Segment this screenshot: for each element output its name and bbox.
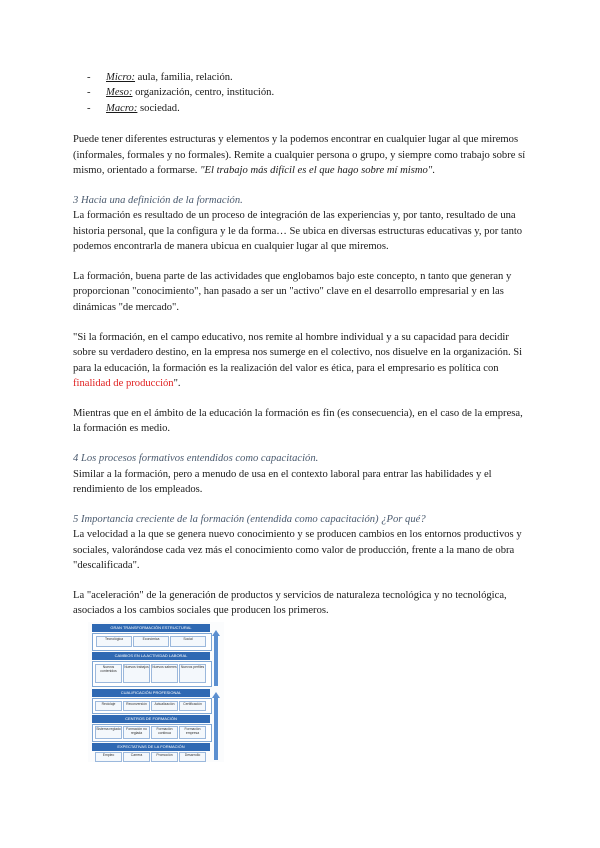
section-3-paragraph-4: Mientras que en el ámbito de la educación la formación es fin (es consecuencia), en el caso de la empresa, la formación es medio. <box>73 407 523 435</box>
list-item: - Macro: sociedad. <box>87 102 180 114</box>
list-item: - Micro: aula, familia, relación. <box>87 72 233 83</box>
diagram-bar: CUALIFICACIÓN PROFESIONAL <box>92 689 210 697</box>
diagram-box: Sistema reglado <box>95 726 122 739</box>
diagram-box: Empleo <box>95 752 122 762</box>
diagram-bar: EXPECTATIVAS DE LA FORMACIÓN <box>92 743 210 751</box>
diagram-box: Nuevos trabajos <box>123 664 150 683</box>
diagram-box: Promoción <box>151 752 178 762</box>
diagram-box: Formación empresa <box>179 726 206 739</box>
diagram-box: Económica <box>133 636 169 647</box>
intro-paragraph: Puede tener diferentes estructuras y elementos y la podemos encontrar en cualquier lugar al que miremos (informales, formales y no formales). Remite a cualquier persona o grupo, y siempre como trabajo sobre sí mismo, orientado a formarse. "El trabajo más difícil es el que hago sobre mí mismo". <box>73 134 526 177</box>
diagram-box: Formación no reglada <box>123 726 150 739</box>
diagram-bar: GRAN TRANSFORMACIÓN ESTRUCTURAL <box>92 624 210 632</box>
document-body <box>73 70 533 633</box>
diagram-box: Nuevos contenidos <box>95 664 122 683</box>
levels-list <box>73 70 533 116</box>
section-3-paragraph-2: La formación, buena parte de las actividades que englobamos bajo este concepto, n tanto que generan y proporcionan "conocimiento", han pasado a ser un "activo" clave en el desarrollo empresarial y en las dinámicas "de mercado". <box>73 271 512 313</box>
diagram-box: Reconversión <box>123 701 150 711</box>
diagram-box: Certificación <box>179 701 206 711</box>
list-item: - Meso: organización, centro, institución. <box>87 87 275 99</box>
diagram-box: Nuevos saberes <box>151 664 178 683</box>
arrow-shaft <box>214 698 218 760</box>
diagram-box: Actualización <box>151 701 178 711</box>
section-5-paragraph-2: La "aceleración" de la generación de productos y servicios de naturaleza tecnológica y no tecnológica, asociados a los cambios sociales que producen los primeros. <box>73 590 507 617</box>
diagram-box: Desarrollo <box>179 752 206 762</box>
section-4-paragraph-1: Similar a la formación, pero a menudo de usa en el contexto laboral para entrar las habilidades y el rendimiento de los empleados. <box>73 468 492 496</box>
section-4-heading: 4 Los procesos formativos entendidos como capacitación. <box>73 453 319 465</box>
intro-quote: "El trabajo más difícil es el que hago sobre mí mismo" <box>200 165 433 177</box>
diagram-box: Carrera <box>123 752 150 762</box>
formation-diagram <box>88 622 224 762</box>
diagram-bar: CENTROS DE FORMACIÓN <box>92 715 210 723</box>
diagram-box: Nuevos perfiles <box>179 664 206 683</box>
section-3-paragraph-3: "Si la formación, en el campo educativo, nos remite al hombre individual y a su capacidad para decidir sobre su verdadero destino, en la empresa nos sumerge en el colectivo, nos disuelve en la organización. Si para la educación, la formación es la realización del valor es ética, para el empresario es política con finalidad de producción". <box>73 331 523 389</box>
section-3-heading: 3 Hacia una definición de la formación. <box>73 194 243 206</box>
diagram-box: Tecnológica <box>96 636 132 647</box>
highlighted-phrase: finalidad de producción <box>73 378 174 389</box>
arrow-shaft <box>214 636 218 686</box>
section-5-paragraph-1: La velocidad a la que se genera nuevo conocimiento y se producen cambios en los entornos productivos y sociales, valorándose cada vez más el conocimiento como valor de producción, frente a la mano de obra "descalificada". <box>73 529 522 572</box>
diagram-box: Formación continua <box>151 726 178 739</box>
diagram-bar: CAMBIOS EN LA ACTIVIDAD LABORAL <box>92 652 210 660</box>
diagram-box: Reciclaje <box>95 701 122 711</box>
section-3-paragraph-1: La formación es resultado de un proceso de integración de las experiencias y, por tanto, resultado de una historia personal, que la configura y le da forma… Se ubica en diversas estructuras educativas y, por tanto podemos encontrarla de manera ubicua en cualquier lugar al que miremos. <box>73 210 523 253</box>
diagram-box: Social <box>170 636 206 647</box>
section-5-heading: 5 Importancia creciente de la formación (entendida como capacitación) ¿Por qué? <box>73 513 426 525</box>
